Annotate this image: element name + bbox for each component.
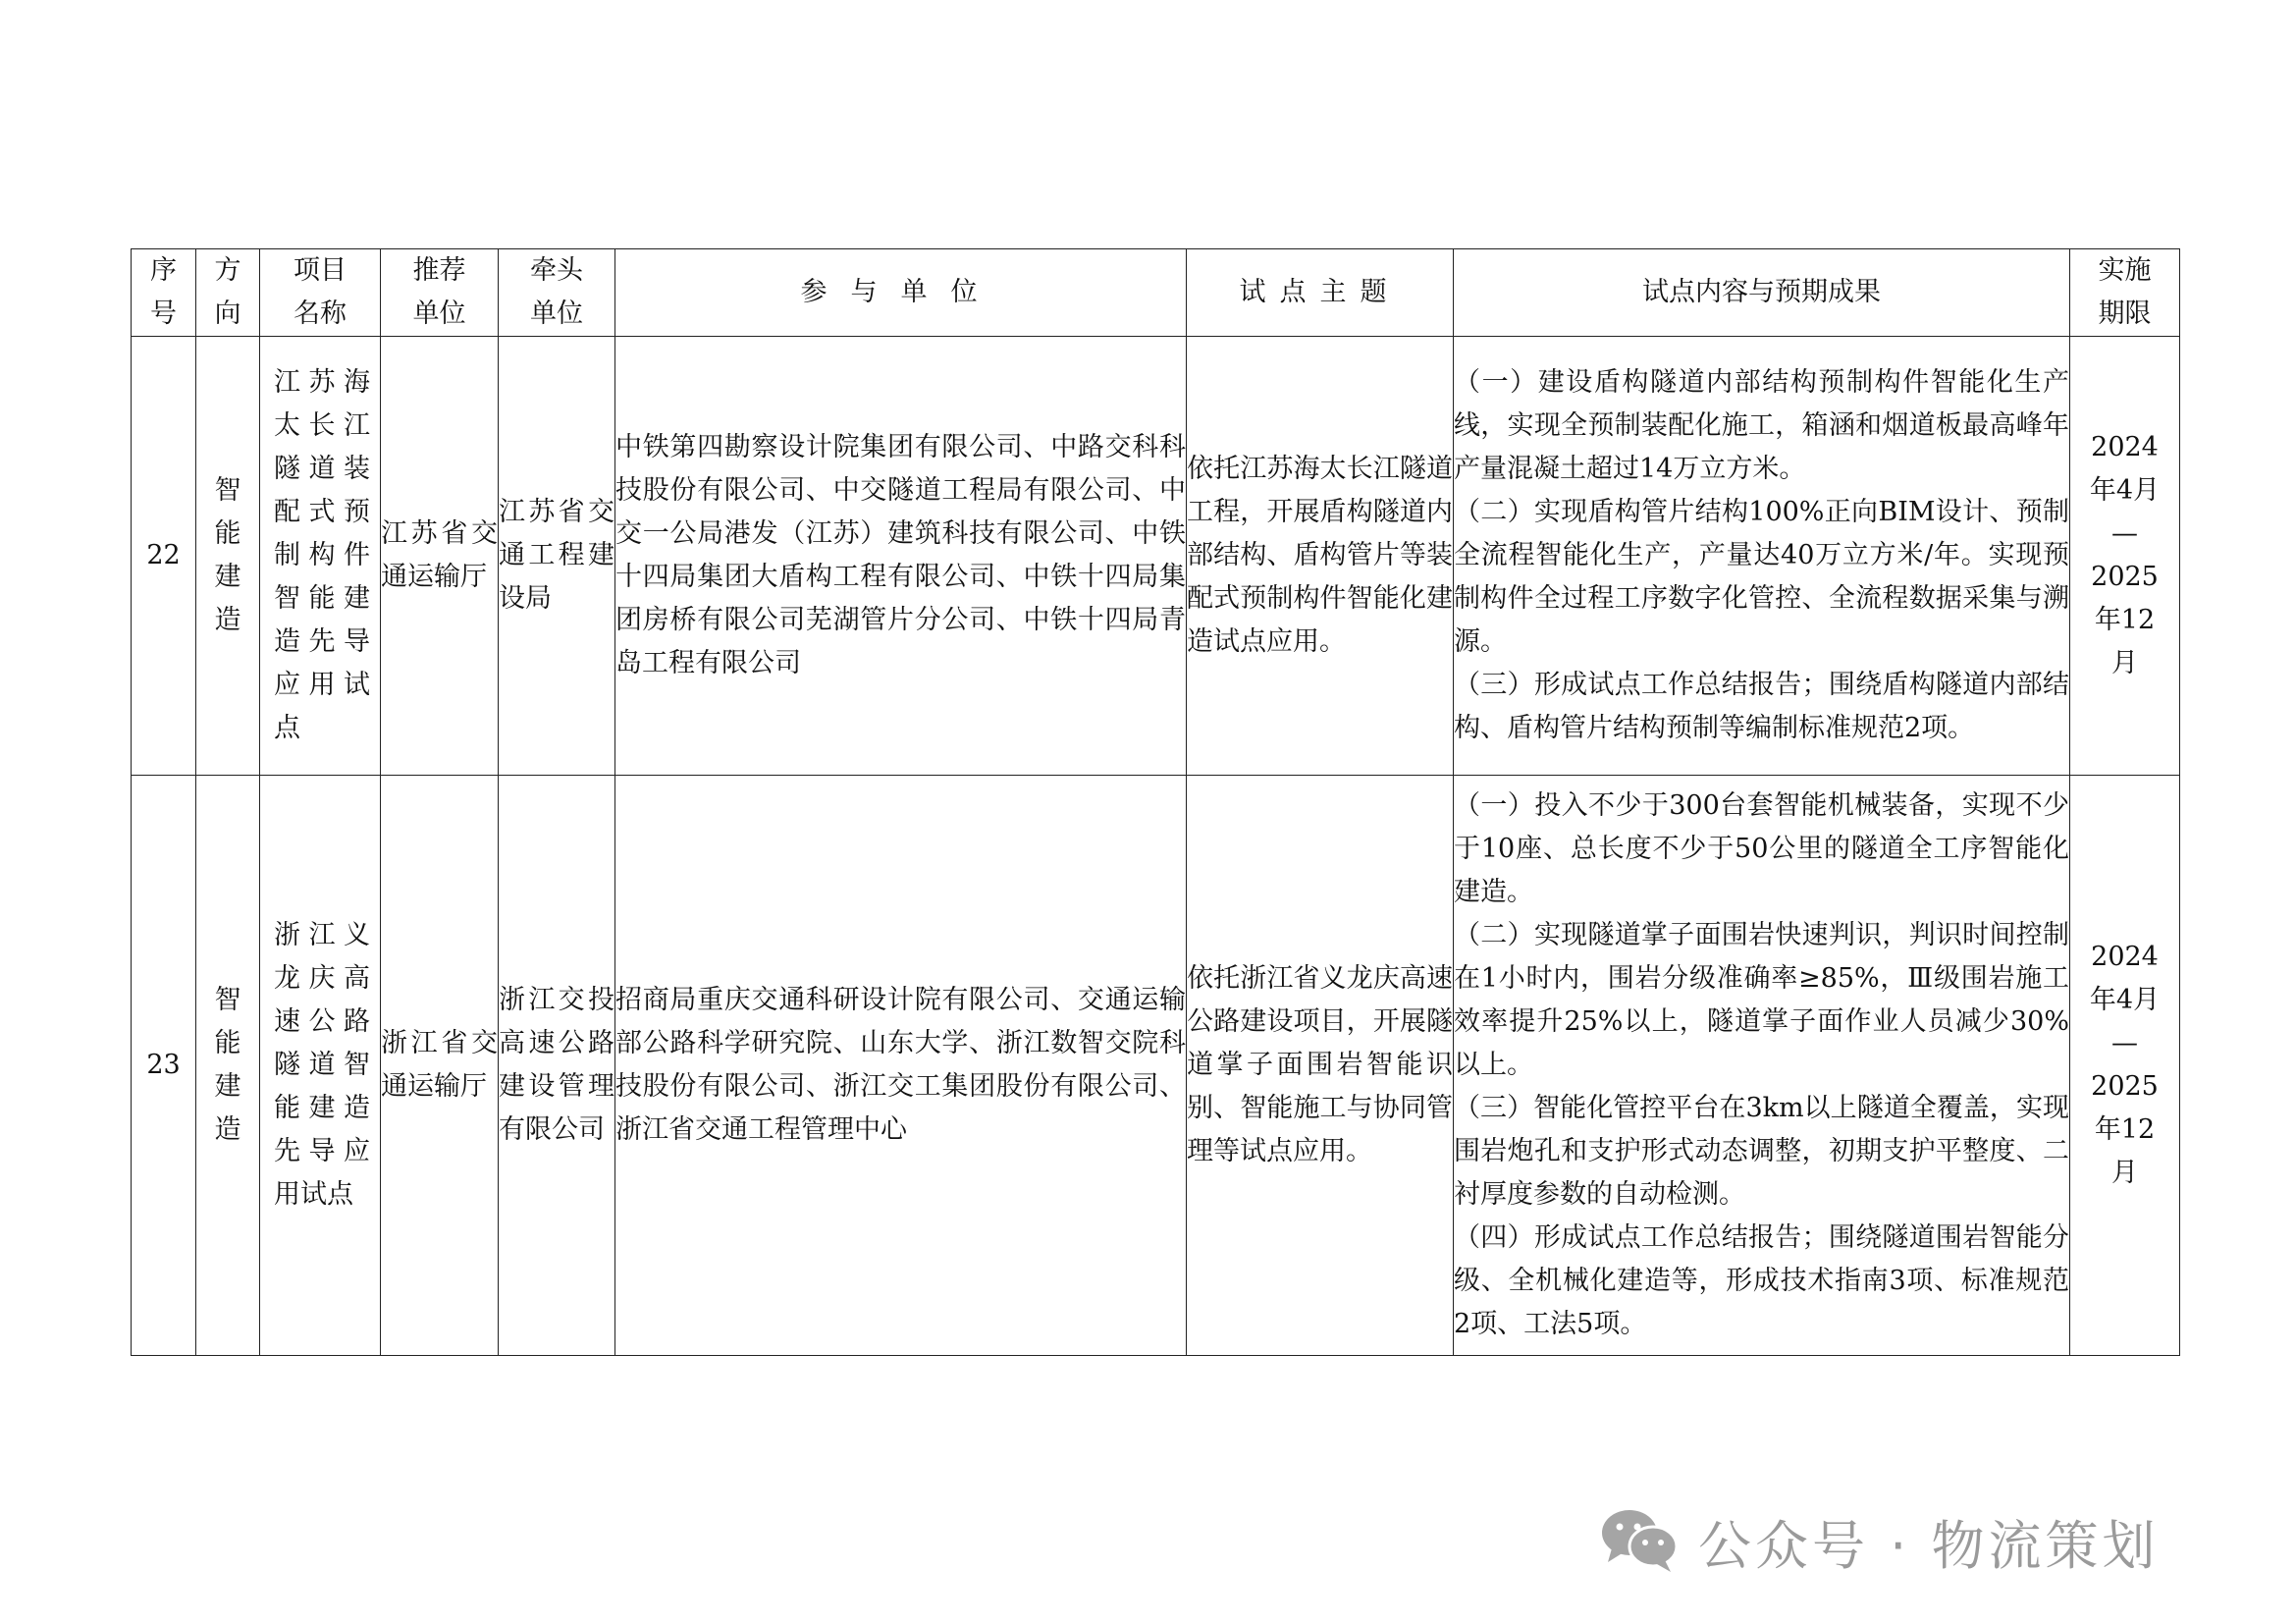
header-participants: 参与单位 <box>615 249 1187 337</box>
header-direction: 方向 <box>196 249 260 337</box>
header-project: 项目名称 <box>260 249 381 337</box>
content-item: （二）实现隧道掌子面围岩快速判识，判识时间控制在1小时内，围岩分级准确率≥85%，Ⅲ级围岩施工效率提升25%以上，隧道掌子面作业人员减少30%以上。 <box>1454 920 2069 1080</box>
row-seq: 23 <box>132 776 196 1356</box>
content-item: （二）实现盾构管片结构100%正向BIM设计、预制全流程智能化生产，产量达40万立方米/年。实现预制构件全过程工序数字化管控、全流程数据采集与溯源。 <box>1454 497 2069 657</box>
row-participants: 中铁第四勘察设计院集团有限公司、中路交科科技股份有限公司、中交隧道工程局有限公司、中交一公局港发（江苏）建筑科技有限公司、中铁十四局集团大盾构工程有限公司、中铁十四局集团房桥有限公司芜湖管片分公司、中铁十四局青岛工程有限公司 <box>615 337 1187 776</box>
content-item: （三）智能化管控平台在3km以上隧道全覆盖，实现围岩炮孔和支护形式动态调整，初期支护平整度、二衬厚度参数的自动检测。 <box>1454 1093 2069 1210</box>
header-seq: 序号 <box>132 249 196 337</box>
row-recommender: 江苏省交通运输厅 <box>381 337 499 776</box>
row-content <box>1454 776 2070 1356</box>
row-participants: 招商局重庆交通科研设计院有限公司、交通运输部公路科学研究院、山东大学、浙江数智交院科技股份有限公司、浙江交工集团股份有限公司、浙江省交通工程管理中心 <box>615 776 1187 1356</box>
header-theme: 试点主题 <box>1187 249 1454 337</box>
row-direction: 智能建造 <box>196 776 260 1356</box>
row-theme: 依托浙江省义龙庆高速公路建设项目，开展隧道掌子面围岩智能识别、智能施工与协同管理等试点应用。 <box>1187 776 1454 1356</box>
content-item: （四）形成试点工作总结报告；围绕隧道围岩智能分级、全机械化建造等，形成技术指南3项、标准规范2项、工法5项。 <box>1454 1222 2069 1339</box>
row-period: 2024年4月—2025年12月 <box>2070 337 2180 776</box>
row-period: 2024年4月—2025年12月 <box>2070 776 2180 1356</box>
row-content <box>1454 337 2070 776</box>
row-seq: 22 <box>132 337 196 776</box>
content-item: （一）建设盾构隧道内部结构预制构件智能化生产线，实现全预制装配化施工，箱涵和烟道板最高峰年产量混凝土超过14万立方米。 <box>1454 367 2069 484</box>
row-lead-unit: 浙江交投高速公路建设管理有限公司 <box>499 776 615 1356</box>
header-lead: 牵头单位 <box>499 249 615 337</box>
row-direction: 智能建造 <box>196 337 260 776</box>
row-project-name: 浙江义龙庆高速公路隧道智能建造先导应用试点 <box>260 776 381 1356</box>
header-recommender: 推荐单位 <box>381 249 499 337</box>
row-theme: 依托江苏海太长江隧道工程，开展盾构隧道内部结构、盾构管片等装配式预制构件智能化建造试点应用。 <box>1187 337 1454 776</box>
row-project-name: 江苏海太长江隧道装配式预制构件智能建造先导应用试点 <box>260 337 381 776</box>
table-header-row <box>132 249 2180 337</box>
table-row <box>132 337 2180 776</box>
row-recommender: 浙江省交通运输厅 <box>381 776 499 1356</box>
row-lead-unit: 江苏省交通工程建设局 <box>499 337 615 776</box>
table-row <box>132 776 2180 1356</box>
pilot-project-table <box>131 248 2180 1356</box>
header-period: 实施期限 <box>2070 249 2180 337</box>
watermark <box>1598 1497 2160 1586</box>
content-item: （三）形成试点工作总结报告；围绕盾构隧道内部结构、盾构管片结构预制等编制标准规范2项。 <box>1454 670 2069 743</box>
watermark-text: 公众号 · 物流策划 <box>1698 1514 2160 1577</box>
content-item: （一）投入不少于300台套智能机械装备，实现不少于10座、总长度不少于50公里的隧道全工序智能化建造。 <box>1454 790 2069 907</box>
header-content: 试点内容与预期成果 <box>1454 249 2070 337</box>
wechat-icon <box>1598 1505 1681 1578</box>
